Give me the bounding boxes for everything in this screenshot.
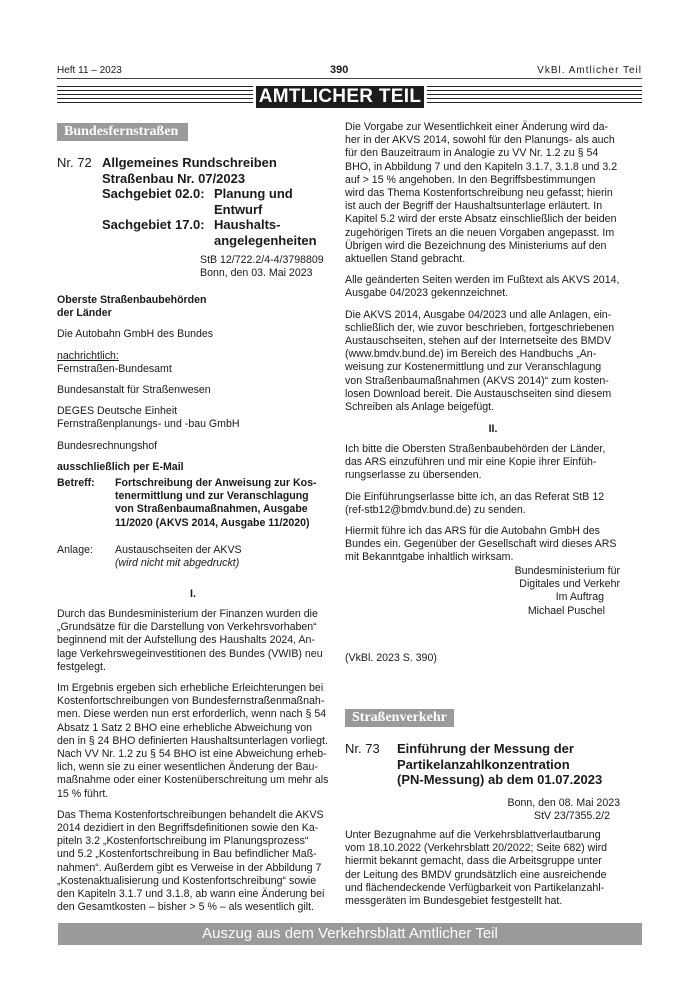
subject-area-1-line-2: Entwurf bbox=[214, 201, 263, 217]
recipient-line: Fernstraßenplanungs- und -bau GmbH bbox=[57, 418, 240, 431]
circular-title-line-2: Straßenbau Nr. 07/2023 bbox=[102, 170, 246, 186]
place-date: Bonn, den 03. Mai 2023 bbox=[200, 267, 313, 279]
nachrichtlich-label: nachrichtlich: bbox=[57, 349, 119, 362]
subject-area-1-line-1: Planung und bbox=[214, 186, 293, 201]
page-number: 390 bbox=[330, 64, 349, 76]
right-body-text bbox=[345, 121, 641, 422]
circular-title-line-3: (PN-Messung) ab dem 01.07.2023 bbox=[397, 772, 603, 787]
anlage-text: Austauschseiten der AKVS bbox=[115, 544, 242, 556]
section-i-heading: I. bbox=[190, 588, 196, 600]
paragraph: Im Ergebnis ergeben sich erhebliche Erleichterungen bei Kostenfortschreibungen von Bundesfernstraßenmaßnah- men. Diese werden nun erst erforderlich, wenn nach § 54 Absatz 1 Satz 2 BHO eine erhebliche Abweichung von den in § 24 BHO definierten Haushaltsunterlagen vorliegt. Nach VV Nr. 1.2 zu § 54 BHO ist eine Abweichung erheb- lich, wenn sie zu einer wesentlichen Änderung der Bau- maßnahme oder einer Kostenüberschreitung um mehr als 15 % führt. bbox=[57, 682, 329, 800]
signature-line: Im Auftrag bbox=[555, 591, 604, 604]
amtlicher-teil-banner: AMTLICHER TEIL bbox=[256, 86, 424, 108]
footer-banner: Auszug aus dem Verkehrsblatt Amtlicher Teil bbox=[58, 923, 642, 945]
circular-number: Nr. 72 bbox=[57, 155, 92, 170]
journal-section-label: VkBl. Amtlicher Teil bbox=[537, 65, 642, 76]
circular-title-line-2: Partikelanzahlkonzentration bbox=[397, 756, 570, 772]
anlage-note: (wird nicht mit abgedruckt) bbox=[115, 557, 240, 570]
subject-area-2-line-1: Haushalts- bbox=[214, 217, 281, 232]
recipient-line: DEGES Deutsche Einheit bbox=[57, 405, 178, 418]
recipient-line: Fernstraßen-Bundesamt bbox=[57, 362, 172, 375]
banner-lines-left bbox=[57, 86, 253, 106]
paragraph: Alle geänderten Seiten werden im Fußtext als AKVS 2014, Ausgabe 04/2023 gekennzeichnet. bbox=[345, 274, 620, 300]
reference-number-2: StV 23/7355.2/2 bbox=[534, 810, 610, 822]
reference-number: StB 12/722.2/4-4/3798809 bbox=[200, 254, 324, 266]
subject-area-2-line-2: angelegenheiten bbox=[214, 232, 317, 248]
recipient-line: Bundesanstalt für Straßenwesen bbox=[57, 384, 211, 397]
circular-title-line-1: Einführung der Messung der bbox=[397, 741, 574, 756]
banner-lines-right bbox=[427, 86, 642, 106]
betreff-line: tenermittlung und zur Veranschlagung bbox=[115, 490, 309, 503]
paragraph: Hiermit führe ich das ARS für die Autobahn GmbH des Bundes ein. Gegenüber der Gesellschaft wird dieses ARS mit Bekanntgabe inhaltlich wirksam. bbox=[345, 525, 617, 564]
right-body-text-3 bbox=[345, 829, 641, 916]
paragraph: Die Vorgabe zur Wesentlichkeit einer Änderung wird da- her in der AKVS 2014, sowohl für den Planungs- als auch für den Bauzeitraum in Analogie zu VV Nr. 1.2 zu § 54 BHO, in Abbildung 7 und den Kapiteln 3.1.7, 3.1.8 und 3.2 auf > 15 % angehoben. In den Begriffsbestimmungen wird das Thema Kostenfortschreibung neu gefasst; hierin ist auch der Begriff der Haushaltsunterlage erläutert. In Kapitel 5.2 wird der erste Absatz einschließlich der beiden zugehörigen Tirets an die neuen Vorgaben angepasst. Im Übrigen wird die Bezeichnung des Ministeriums auf den aktuellen Stand gebracht. bbox=[345, 121, 618, 266]
right-body-text-2 bbox=[345, 443, 641, 573]
betreff-line: von Straßenbaumaßnahmen, Ausgabe bbox=[115, 503, 308, 516]
section-strassenverkehr: Straßenverkehr bbox=[345, 709, 454, 727]
recipient-line: Bundesrechnungshof bbox=[57, 439, 158, 452]
signature-line: Michael Puschel bbox=[527, 604, 605, 617]
betreff-text bbox=[115, 477, 329, 530]
paragraph: Das Thema Kostenfortschreibungen behandelt die AKVS 2014 dezidiert in den Begriffsdefinitionen sowie den Ka- piteln 3.2 „Kostenfortschreibung im Planungsprozess“ und 5.2 „Kostenfortschreibung in Bau befindlicher Maß- nahmen“. Außerdem gibt es Verweise in der Abbildung 7 „Kostenaktualisierung und Kostenfortschreibung“ sowie den Kapiteln 3.1.7 und 3.1.8, ab wann eine Änderung bei den Gesamtkosten – bisher > 5 % – als wesentlich gilt. bbox=[57, 808, 325, 914]
section-ii-heading: II. bbox=[488, 423, 498, 435]
recipient-line: Oberste Straßenbaubehörden bbox=[57, 294, 207, 306]
betreff-line: Fortschreibung der Anweisung zur Kos- bbox=[115, 477, 317, 489]
recipient-line: der Länder bbox=[57, 307, 112, 320]
citation: (VkBl. 2023 S. 390) bbox=[345, 652, 437, 664]
circular-title-line-1: Allgemeines Rundschreiben bbox=[102, 155, 277, 170]
paragraph: Unter Bezugnahme auf die Verkehrsblattverlautbarung vom 18.10.2022 (Verkehrsblatt 20/2022; Seite 682) wird hiermit bekannt gemacht, dass die Arbeitsgruppe unter der Leitung des BMDV grundsätzlich eine ausreichende und flächendeckende Verfügbarkeit von Partikelanzahl- messgeräten im Bundesgebiet festgestellt hat. bbox=[345, 829, 608, 908]
section-bundesfernstrassen: Bundesfernstraßen bbox=[57, 123, 188, 141]
paragraph: Durch das Bundesministerium der Finanzen wurden die „Grundsätze für die Darstellung von Verkehrsvorhaben“ beginnend mit der Aufstellung des Haushalts 2024, An- lage Verkehrswegeinvestitionen des Bundes (VWIB) neu festgelegt. bbox=[57, 608, 323, 673]
anlage-label: Anlage: bbox=[57, 544, 93, 556]
circular-73-heading bbox=[345, 741, 641, 789]
circular-72-heading bbox=[57, 155, 327, 247]
left-body-text bbox=[57, 608, 329, 922]
email-only-note: ausschließlich per E-Mail bbox=[57, 460, 184, 473]
betreff-line: 11/2020 (AKVS 2014, Ausgabe 11/2020) bbox=[115, 516, 310, 529]
recipients-block bbox=[57, 294, 329, 474]
signature-line: Bundesministerium für bbox=[514, 565, 620, 577]
signature-block bbox=[440, 565, 620, 618]
betreff-label: Betreff: bbox=[57, 477, 95, 489]
paragraph: Die AKVS 2014, Ausgabe 04/2023 und alle Anlagen, ein- schließlich der, wie zuvor beschrieben, fortgeschriebenen Austauschseiten, stehen auf der Internetseite des BMDV (www.bmdv.bund.de) im Bereich des Handbuchs „An- weisung zur Kostenermittlung und zur Veranschlagung von Straßenbaumaßnahmen (AKVS 2014)“ zum kosten- losen Download bereit. Die Austauschseiten sind diesem Schreiben als Anlage beigefügt. bbox=[345, 308, 615, 414]
paragraph: Ich bitte die Obersten Straßenbaubehörden der Länder, das ARS einzuführen und mir eine Kopie ihrer Einfüh- rungserlasse zu übersenden. bbox=[345, 443, 606, 482]
subject-area-1-label: Sachgebiet 02.0: bbox=[102, 186, 205, 201]
recipient-line: Die Autobahn GmbH des Bundes bbox=[57, 328, 214, 341]
header-divider bbox=[57, 78, 642, 79]
signature-line: Digitales und Verkehr bbox=[519, 578, 620, 591]
paragraph: Die Einführungserlasse bitte ich, an das Referat StB 12 (ref-stb12@bmdv.bund.de) zu senden. bbox=[345, 490, 605, 516]
issue-label: Heft 11 – 2023 bbox=[57, 65, 122, 76]
subject-area-2-label: Sachgebiet 17.0: bbox=[102, 217, 205, 232]
place-date-2: Bonn, den 08. Mai 2023 bbox=[507, 797, 620, 809]
circular-number: Nr. 73 bbox=[345, 741, 380, 756]
